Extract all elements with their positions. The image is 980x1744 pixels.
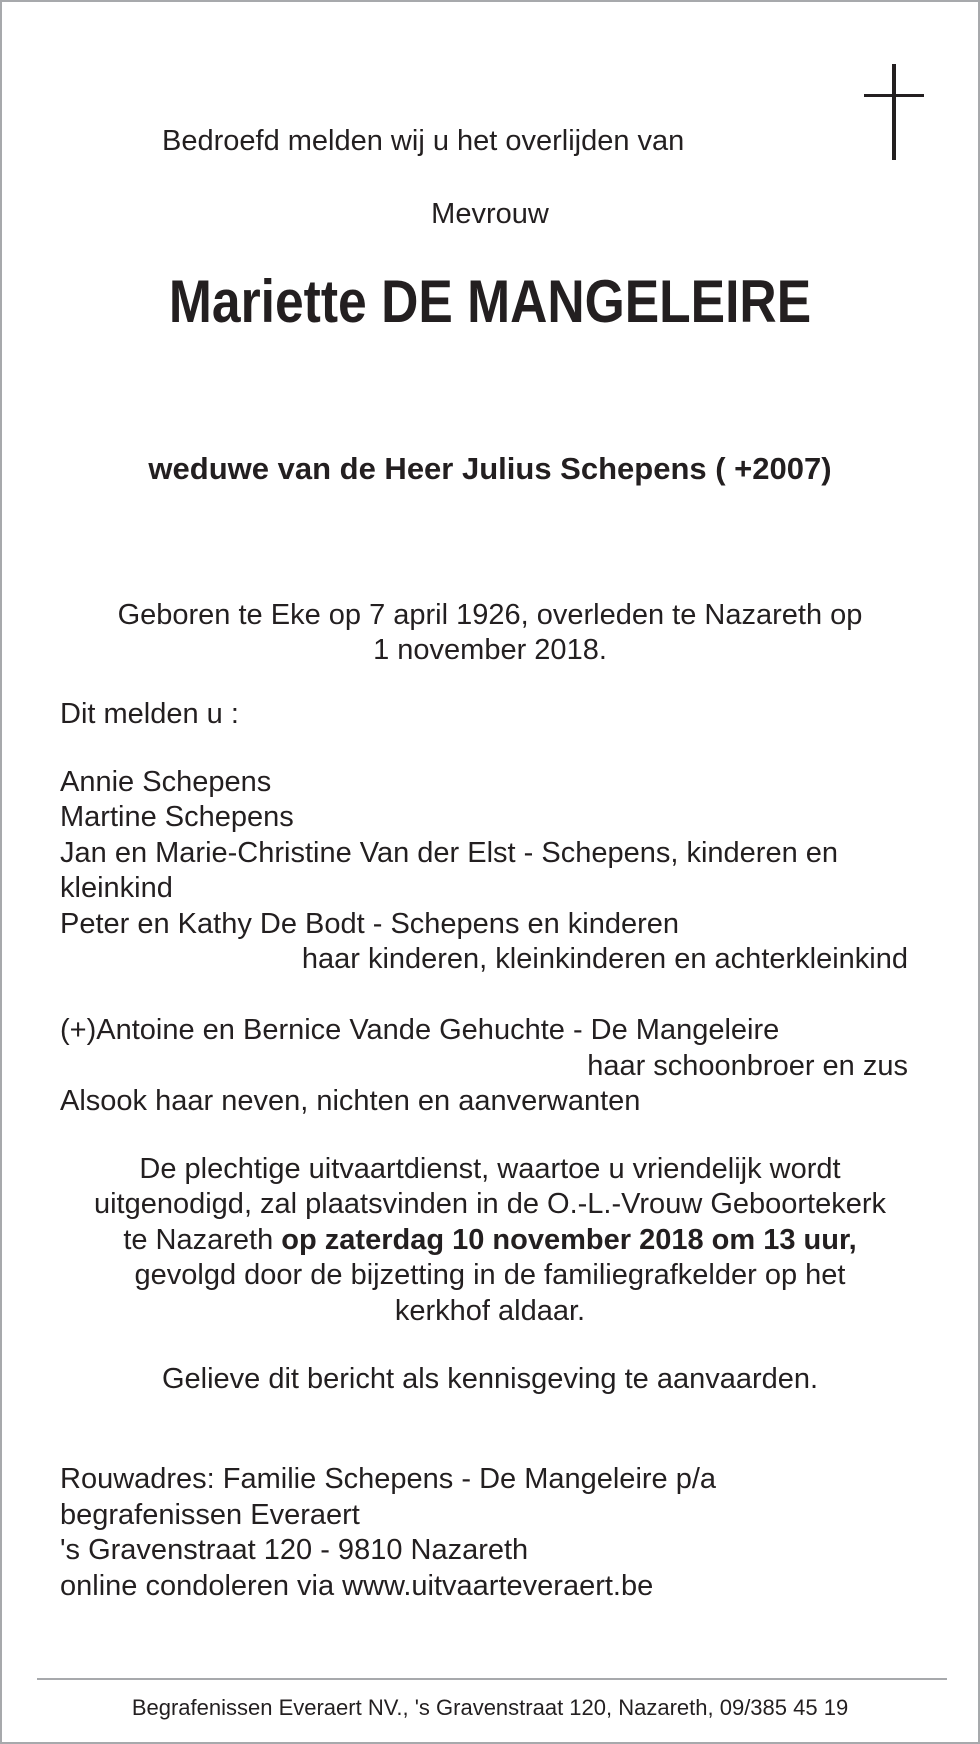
intro-text: Bedroefd melden wij u het overlijden van [162, 125, 685, 157]
spouse-line: weduwe van de Heer Julius Schepens ( +2007) [148, 451, 832, 486]
service-line: De plechtige uitvaartdienst, waartoe u vriendelijk wordt [139, 1153, 841, 1185]
announcers-heading: Dit melden u : [60, 698, 239, 730]
deceased-name: Mariette DE MANGELEIRE [168, 268, 812, 335]
footer-divider [37, 1678, 947, 1680]
service-line: gevolgd door de bijzetting in de familiegrafkelder op het [134, 1259, 846, 1291]
service-line-date [2, 1223, 978, 1258]
birth-death-line-1: Geboren te Eke op 7 april 1926, overleden te Nazareth op [117, 599, 863, 631]
salutation: Mevrouw [431, 198, 549, 230]
family-line: Peter en Kathy De Bodt - Schepens en kinderen [60, 908, 680, 940]
cross-icon [864, 64, 924, 160]
condolence-link-text: online condoleren via www.uitvaarteveraert.be [60, 1570, 654, 1602]
family-line: Alsook haar neven, nichten en aanverwanten [60, 1085, 641, 1117]
family-relation: haar kinderen, kleinkinderen en achterkleinkind [301, 943, 908, 975]
footer-text: Begrafenissen Everaert NV., 's Gravenstraat 120, Nazareth, 09/385 45 19 [131, 1695, 849, 1720]
family-line: Annie Schepens [60, 766, 272, 798]
family-relation: haar schoonbroer en zus [587, 1050, 908, 1082]
service-place: te Nazareth [123, 1224, 282, 1256]
service-date: op zaterdag 10 november 2018 om 13 uur, [281, 1224, 857, 1256]
family-line: Martine Schepens [60, 801, 294, 833]
family-line: Jan en Marie-Christine Van der Elst - Schepens, kinderen en [60, 837, 839, 869]
address-line: 's Gravenstraat 120 - 9810 Nazareth [60, 1534, 529, 1566]
service-line: kerkhof aldaar. [394, 1295, 586, 1327]
address-line: Rouwadres: Familie Schepens - De Mangeleire p/a [60, 1463, 717, 1495]
family-line: kleinkind [60, 872, 173, 904]
birth-death-line-2: 1 november 2018. [373, 634, 607, 666]
service-line: uitgenodigd, zal plaatsvinden in de O.-L.-Vrouw Geboortekerk [93, 1188, 887, 1220]
family-line: (+)Antoine en Bernice Vande Gehuchte - De Mangeleire [60, 1014, 780, 1046]
acknowledgement: Gelieve dit bericht als kennisgeving te aanvaarden. [161, 1363, 819, 1395]
address-line: begrafenissen Everaert [60, 1499, 360, 1531]
